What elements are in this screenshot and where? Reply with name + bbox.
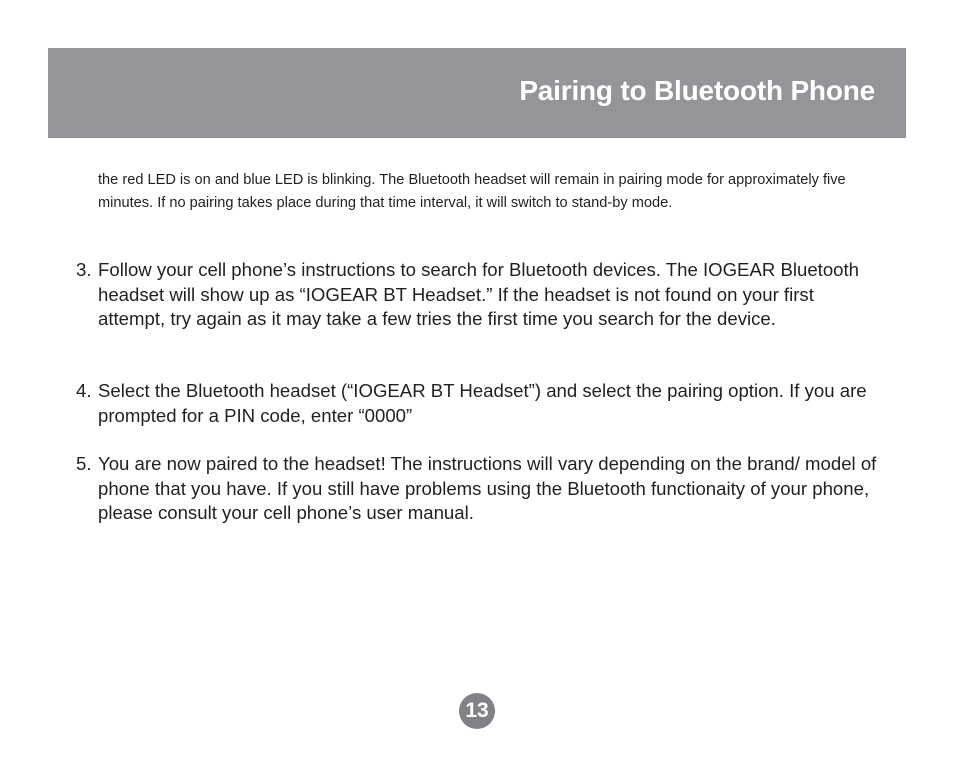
page-number-badge: 13 xyxy=(459,693,495,729)
step-3 xyxy=(76,258,886,332)
page-title: Pairing to Bluetooth Phone xyxy=(519,75,875,106)
step-text: Select the Bluetooth headset (“IOGEAR BT Headset”) and select the pairing option. If you are prompted for a PIN code, enter “0000” xyxy=(98,380,867,426)
header-band xyxy=(48,48,906,138)
step-number: 5. xyxy=(76,453,92,474)
step-text: Follow your cell phone’s instructions to search for Bluetooth devices. The IOGEAR Bluetooth headset will show up as “IOGEAR BT Headset.” If the headset is not found on your first attempt, try again as it may take a few tries the first time you search for the device. xyxy=(98,259,860,329)
step-text: You are now paired to the headset! The instructions will vary depending on the brand/ model of phone that you have. If you still have problems using the Bluetooth functionaity of your phone, please consult your cell phone’s user manual. xyxy=(98,453,877,523)
intro-paragraph: the red LED is on and blue LED is blinking. The Bluetooth headset will remain in pairing mode for approximately five minutes. If no pairing takes place during that time interval, it will switch to stand-by mode. xyxy=(98,172,846,211)
step-number: 4. xyxy=(76,380,92,401)
step-4 xyxy=(76,379,886,428)
step-5 xyxy=(76,452,886,526)
step-number: 3. xyxy=(76,259,92,280)
